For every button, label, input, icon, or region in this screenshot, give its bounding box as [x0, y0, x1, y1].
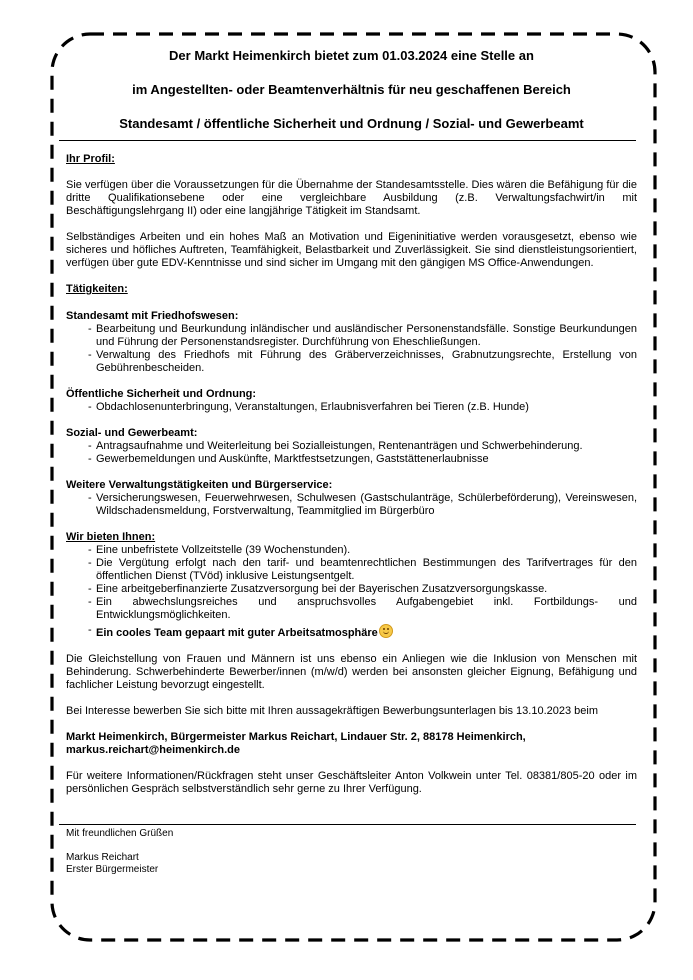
contact-email[interactable]: markus.reichart@heimenkirch.de	[66, 744, 240, 756]
list-item-highlight: - Ein cooles Team gepaart mit guter Arbeitsatmosphäre	[66, 624, 637, 640]
signature-divider	[59, 824, 636, 825]
signer-name: Markus Reichart	[66, 852, 139, 863]
list-item: - Eine unbefristete Vollzeitstelle (39 Wochenstunden).	[88, 544, 351, 556]
section-heading-offer: Wir bieten Ihnen:	[66, 531, 156, 543]
task-group-title-sozial: Sozial- und Gewerbeamt:	[66, 427, 198, 439]
headline-department: Standesamt / öffentliche Sicherheit und Ordnung / Sozial- und Gewerbeamt	[119, 116, 584, 131]
section-heading-tasks: Tätigkeiten:	[66, 283, 128, 295]
task-list-sicherheit	[66, 401, 637, 414]
list-item: - Verwaltung des Friedhofs mit Führung des Gräberverzeichnisses, Grabnutzungsrechte, Erstellung von Gebührenbescheiden.	[88, 349, 637, 374]
information-paragraph: Für weitere Informationen/Rückfragen steht unser Geschäftsleiter Anton Volkwein unter Tel. 08381/805-20 oder im persönlichen Gespräch selbstverständlich sehr gerne zu Ihrer Verfügung.	[66, 770, 637, 795]
task-list-sozial	[66, 440, 637, 466]
equality-paragraph: Die Gleichstellung von Frauen und Männern ist uns ebenso ein Anliegen wie die Inklusion von Menschen mit Behinderung. Schwerbehinderte Bewerber/innen (m/w/d) werden bei ansonsten gleicher Eignung, Befähigung und fachlicher Leistung bevorzugt eingestellt.	[66, 653, 637, 691]
task-group-title-standesamt: Standesamt mit Friedhofswesen:	[66, 310, 239, 322]
task-group-title-sicherheit: Öffentliche Sicherheit und Ordnung:	[66, 388, 257, 400]
list-item: - Antragsaufnahme und Weiterleitung bei Sozialleistungen, Rentenanträgen und Schwerbehinderung.	[88, 440, 583, 452]
contact-address: Markt Heimenkirch, Bürgermeister Markus Reichart, Lindauer Str. 2, 88178 Heimenkirch,	[66, 731, 526, 743]
signoff-block	[66, 828, 173, 876]
task-list-standesamt	[66, 323, 637, 375]
section-heading-profile: Ihr Profil:	[66, 153, 115, 165]
application-deadline-paragraph: Bei Interesse bewerben Sie sich bitte mit Ihren aussagekräftigen Bewerbungsunterlagen bis 13.10.2023 beim	[66, 705, 598, 717]
profile-paragraph-2: Selbständiges Arbeiten und ein hohes Maß an Motivation und Eigeninitiative werden vorausgesetzt, ebenso wie sicheres und höfliches Auftreten, Teamfähigkeit, Belastbarkeit und Zuverlässigkeit. Sie sind dienstleistungsorientiert, verfügen über gute EDV-Kenntnisse und sind sicher im Umgang mit den gängigen MS Office-Anwendungen.	[66, 231, 637, 269]
task-list-verwaltung	[66, 492, 637, 518]
job-posting	[66, 48, 637, 796]
headline-employment-type: im Angestellten- oder Beamtenverhältnis für neu geschaffenen Bereich	[132, 82, 571, 97]
signer-title: Erster Bürgermeister	[66, 864, 159, 875]
list-item: - Eine arbeitgeberfinanzierte Zusatzversorgung bei der Bayerischen Zusatzversorgungskasse.	[88, 583, 548, 595]
task-group-title-verwaltung: Weitere Verwaltungstätigkeiten und Bürgerservice:	[66, 479, 333, 491]
profile-paragraph-1: Sie verfügen über die Voraussetzungen für die Übernahme der Standesamtsstelle. Dies wären die Befähigung für die dritte Qualifikationsebene oder eine vergleichbare Ausbildung (z.B. Verwaltungsfachwirt/in mit Beschäftigungslehrgang II) oder eine langjährige Tätigkeit im Standsamt.	[66, 179, 637, 217]
smiling-face-icon	[379, 624, 393, 638]
list-item: - Gewerbemeldungen und Auskünfte, Marktfestsetzungen, Gaststättenerlaubnisse	[88, 453, 489, 465]
greeting: Mit freundlichen Grüßen	[66, 828, 174, 839]
headline-offer: Der Markt Heimenkirch bietet zum 01.03.2024 eine Stelle an	[169, 48, 534, 63]
list-item: - Versicherungswesen, Feuerwehrwesen, Schulwesen (Gastschulanträge, Schülerbeförderung), Vereinswesen, Wildschadensmeldung, Forstverwaltung, Teammitglied im Bürgerbüro	[88, 492, 637, 517]
list-item: - Obdachlosenunterbringung, Veranstaltungen, Erlaubnisverfahren bei Tieren (z.B. Hunde)	[88, 401, 529, 413]
offer-list	[66, 544, 637, 640]
list-item: - Die Vergütung erfolgt nach den tarif- und beamtenrechtlichen Bestimmungen des Tarifvertrages für den öffentlichen Dienst (TVöd) inklusive Leistungsentgelt.	[88, 557, 637, 582]
list-item: - Ein abwechslungsreiches und anspruchsvolles Aufgabengebiet inkl. Fortbildungs- und Entwicklungsmöglichkeiten.	[88, 596, 637, 621]
list-item: - Bearbeitung und Beurkundung inländischer und ausländischer Personenstandsfälle. Sonstige Beurkundungen und Führung der Personenstandsregister. Durchführung von Eheschließungen.	[88, 323, 637, 348]
